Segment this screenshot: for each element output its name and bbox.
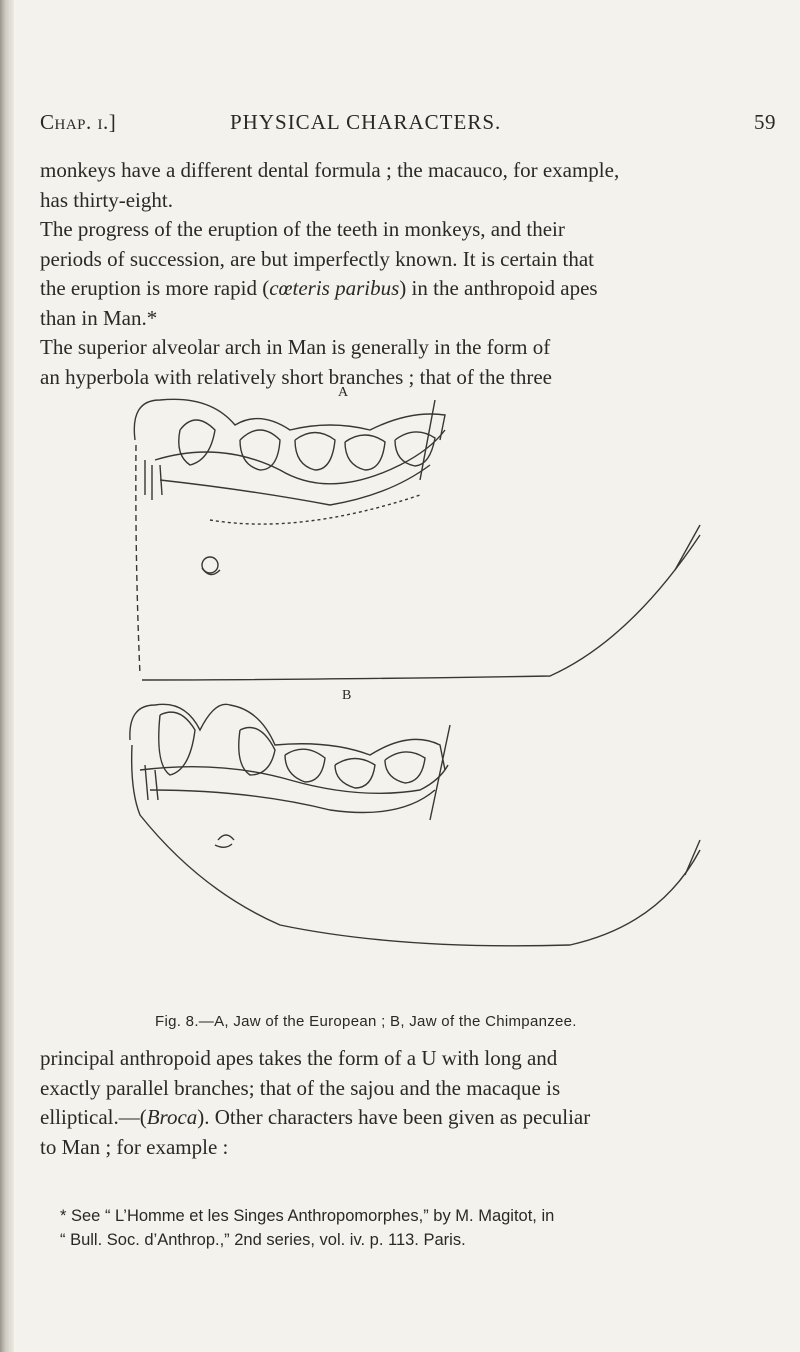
text-line: The progress of the eruption of the teeth in monkeys, and their [40,217,565,241]
footnote-line: * See “ L’Homme et les Singes Anthropomorphes,” by M. Magitot, in [60,1207,555,1225]
text-line: an hyperbola with relatively short branches ; that of the three [40,364,552,389]
jaw-illustration [100,370,740,970]
figure-label-a: A [338,385,349,400]
text-span: the eruption is more rapid ( [40,276,270,300]
figure-label-b: B [342,688,352,703]
italic-phrase: cœteris paribus [269,276,400,300]
jaw-a-drawing [134,399,700,680]
page-number: 59 [754,110,776,134]
text-span: ). Other characters have been given as peculiar [197,1105,591,1129]
text-line [40,274,740,304]
footnote-line: “ Bull. Soc. d’Anthrop.,” 2nd series, vol. iv. p. 113. Paris. [60,1231,466,1249]
text-line: exactly parallel branches; that of the sajou and the macaque is [40,1075,561,1100]
text-line: The superior alveolar arch in Man is generally in the form of [40,335,551,359]
text-line: has thirty-eight. [40,187,173,212]
text-line: monkeys have a different dental formula ; the macauco, for example, [40,158,620,182]
text-line: than in Man.* [40,305,158,330]
footnote [60,1204,760,1252]
running-header [40,110,776,140]
text-span: elliptical.—( [40,1105,147,1129]
text-line [40,1103,740,1133]
text-line: periods of succession, are but imperfectly known. It is certain that [40,246,594,271]
text-line: principal anthropoid apes takes the form of a U with long and [40,1046,558,1070]
chapter-label: Chap. i.] [40,110,117,134]
jaw-figure [100,370,740,970]
running-title: PHYSICAL CHARACTERS. [230,110,502,134]
jaw-b-drawing [130,704,700,946]
figure-caption: Fig. 8.—A, Jaw of the European ; B, Jaw of the Chimpanzee. [155,1013,577,1030]
italic-citation: Broca [146,1105,198,1129]
paragraph-alveolar-arch [40,1044,740,1162]
text-line: to Man ; for example : [40,1134,229,1159]
text-span: ) in the anthropoid apes [399,276,598,300]
paragraph-dental-formula [40,156,740,392]
